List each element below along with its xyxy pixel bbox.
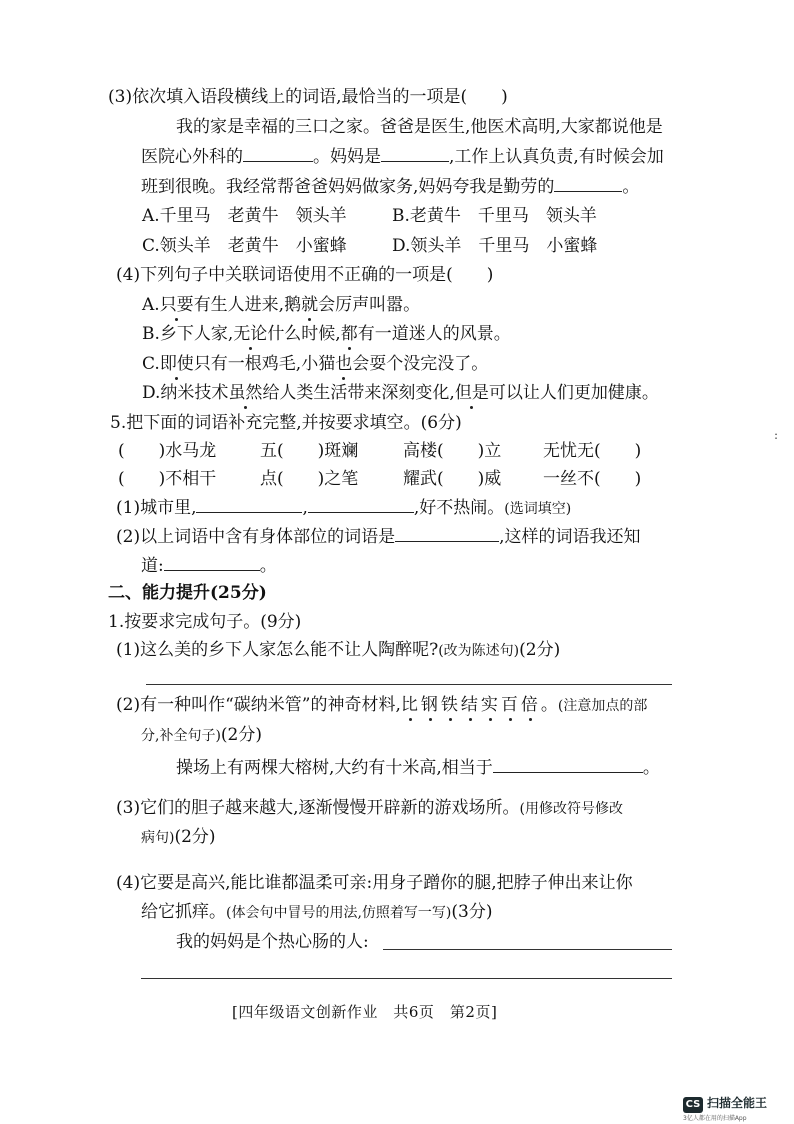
emphasis-char: 百 [500,695,521,715]
emphasis-char: 实 [480,695,501,715]
q5-sub2-blank-1[interactable] [395,526,499,542]
q4-option-b[interactable]: B.乡下人家,无论什么时候,都有一道迷人的风景。 [142,324,511,344]
emphasis-char: 铁 [440,695,461,715]
s4-prompt: 我的妈妈是个热心肠的人: [176,932,369,952]
s4-text: (4)它要是高兴,能比谁都温柔可亲:用身子蹭你的腿,把脖子伸出来让你 [116,873,633,893]
idiom-2-4[interactable]: 一丝不( ) [543,469,642,489]
q3-paragraph-line2: 医院心外科的 。妈妈是 ,工作上认真负责,有时候会加 [141,147,664,167]
q3-blank-1[interactable] [243,146,313,162]
emphasis-char: 倍 [520,695,541,715]
s4-answer-line-2[interactable] [141,978,672,979]
s2-answer-blank[interactable] [493,757,643,773]
q3-option-b[interactable]: B.老黄牛 千里马 领头羊 [392,206,597,226]
idiom-2-3[interactable]: 耀武( )威 [403,469,502,489]
q5-sub2-blank-2[interactable] [164,555,260,571]
q3-paragraph-line1: 我的家是幸福的三口之家。爸爸是医生,他医术高明,大家都说他是 [176,117,663,137]
section2-title: 二、能力提升(25分) [108,583,267,603]
idiom-2-2[interactable]: 点( )之笔 [260,469,359,489]
emphasis-char: 结 [460,695,481,715]
idiom-1-2[interactable]: 五( )斑斓 [260,441,359,461]
q3-blank-2[interactable] [381,146,449,162]
q3-option-a[interactable]: A.千里马 老黄牛 领头羊 [142,206,347,226]
s2-text-cont: 分,补全句子)(2分) [141,725,263,745]
s3-text-cont: 病句)(2分) [141,827,216,847]
q3-paragraph-line3: 班到很晚。我经常帮爸爸妈妈做家务,妈妈夸我是勤劳的 。 [141,177,640,197]
scanner-logo-icon: CS [683,1097,703,1113]
s2-text: (2)有一种叫作“碳纳米管”的神奇材料,比钢铁结实百倍。(注意加点的部 [116,695,648,715]
s4-text-cont: 给它抓痒。(体会句中冒号的用法,仿照着写一写)(3分) [141,902,493,922]
q5-sub1-blank-2[interactable] [308,497,414,513]
emphasis-char: 钢 [420,695,441,715]
s2-dotted-phrase [401,695,541,715]
stray-mark: : [774,428,779,442]
q3-blank-3[interactable] [554,176,622,192]
q3-option-d[interactable]: D.领头羊 千里马 小蜜蜂 [392,236,598,256]
idiom-1-3[interactable]: 高楼( )立 [403,441,502,461]
emphasis-char: 比 [400,695,421,715]
page-footer: [四年级语文创新作业 共6页 第2页] [232,1003,498,1021]
q4-option-d[interactable]: D.纳米技术虽然给人类生活带来深刻变化,但是可以让人们更加健康。 [142,383,659,403]
q4-stem: (4)下列句子中关联词语使用不正确的一项是( ) [116,265,494,285]
s4-answer-line-1[interactable] [383,949,672,950]
q3-option-c[interactable]: C.领头羊 老黄牛 小蜜蜂 [142,236,347,256]
q3-stem: (3)依次填入语段横线上的词语,最恰当的一项是( ) [108,87,508,107]
q4-option-a[interactable]: A.只要有生人进来,鹅就会厉声叫嚣。 [142,295,421,315]
scanner-watermark-name: 扫描全能王 [707,1096,768,1110]
idiom-1-1[interactable]: ( )水马龙 [118,441,217,461]
scanner-watermark-tagline: 3亿人都在用的扫描App [683,1115,747,1122]
s1-answer-line[interactable] [146,684,672,685]
s3-text: (3)它们的胆子越来越大,逐渐慢慢开辟新的游戏场所。(用修改符号修改 [116,798,623,818]
q5-sub2-cont: 道: 。 [141,556,277,576]
idiom-1-4[interactable]: 无忧无( ) [543,441,642,461]
s2-sentence: 操场上有两棵大榕树,大约有十米高,相当于 。 [176,758,660,778]
q4-option-c[interactable]: C.即使只有一根鸡毛,小猫也会耍个没完没了。 [142,354,489,374]
idiom-2-1[interactable]: ( )不相干 [118,469,217,489]
q5-sub2: (2)以上词语中含有身体部位的词语是 ,这样的词语我还知 [116,527,641,547]
q5-sub1: (1)城市里, , ,好不热闹。(选词填空) [116,498,572,518]
q5-title: 5.把下面的词语补充完整,并按要求填空。(6分) [110,413,462,433]
s1-text: (1)这么美的乡下人家怎么能不让人陶醉呢?(改为陈述句)(2分) [116,640,561,660]
q5-sub1-blank-1[interactable] [196,497,302,513]
section2-q1-title: 1.按要求完成句子。(9分) [108,612,302,632]
